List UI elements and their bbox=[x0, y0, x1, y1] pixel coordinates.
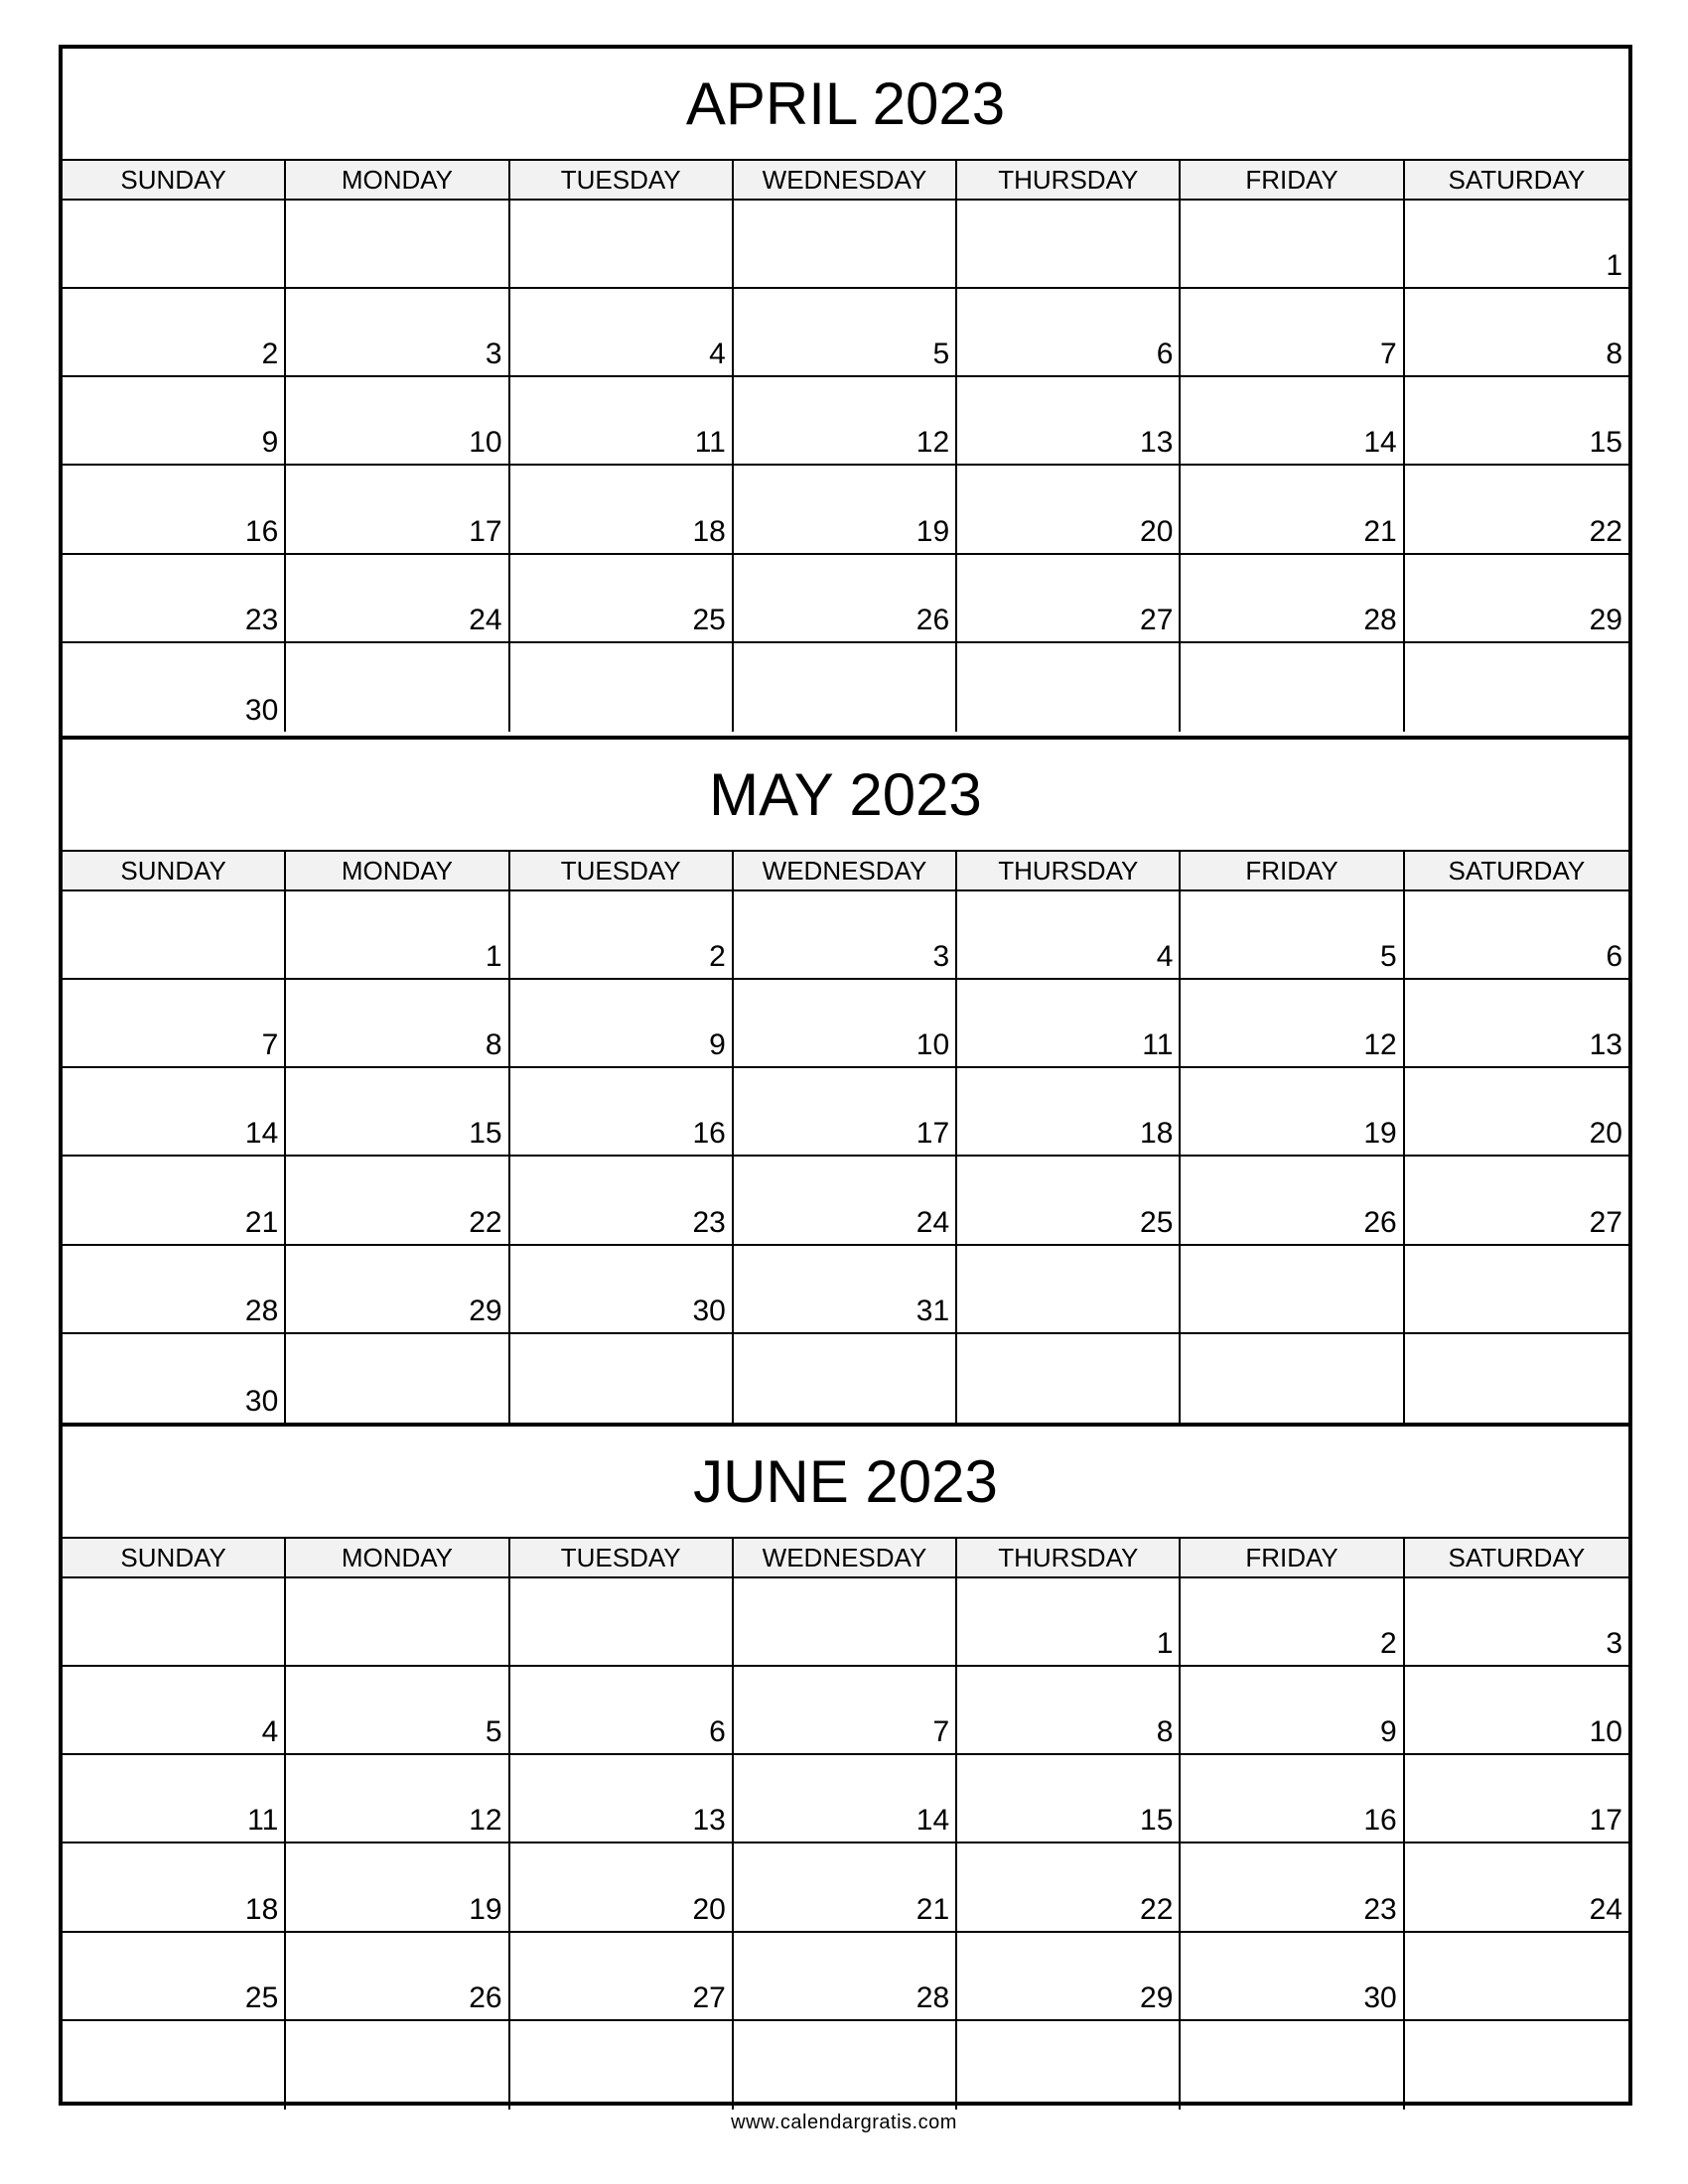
day-cell bbox=[63, 201, 286, 289]
day-number: 6 bbox=[1156, 338, 1174, 371]
day-cell bbox=[63, 980, 286, 1068]
day-cell bbox=[734, 1246, 957, 1334]
day-cell bbox=[957, 2021, 1181, 2110]
day-number: 9 bbox=[709, 1028, 726, 1062]
day-number: 30 bbox=[1363, 1980, 1397, 2014]
day-cell bbox=[1181, 1334, 1404, 1423]
day-cell bbox=[286, 1334, 509, 1423]
day-cell bbox=[510, 1755, 734, 1843]
day-cell bbox=[63, 1157, 286, 1245]
day-number: 24 bbox=[469, 603, 502, 636]
day-number: 22 bbox=[1140, 1892, 1174, 1926]
day-cell bbox=[510, 2021, 734, 2110]
weekday-label: MONDAY bbox=[286, 1539, 509, 1576]
weekday-label: TUESDAY bbox=[510, 852, 734, 889]
day-number: 17 bbox=[915, 1117, 950, 1151]
day-number: 16 bbox=[1363, 1804, 1397, 1838]
day-cell bbox=[734, 1157, 957, 1245]
day-cell bbox=[1405, 1157, 1628, 1245]
day-number: 3 bbox=[932, 940, 950, 974]
day-number: 10 bbox=[915, 1028, 950, 1062]
day-number: 22 bbox=[1589, 514, 1622, 548]
day-number: 30 bbox=[244, 1384, 279, 1418]
weekday-label: MONDAY bbox=[286, 852, 509, 889]
day-cell bbox=[957, 643, 1181, 732]
day-cell bbox=[1405, 201, 1628, 289]
day-number: 25 bbox=[692, 603, 726, 636]
month-april bbox=[63, 49, 1628, 736]
day-cell bbox=[286, 1246, 509, 1334]
day-cell bbox=[1405, 891, 1628, 980]
day-number: 24 bbox=[915, 1205, 950, 1239]
day-cell bbox=[1181, 980, 1404, 1068]
day-cell bbox=[957, 1334, 1181, 1423]
day-cell bbox=[1405, 1578, 1628, 1667]
day-number: 27 bbox=[1140, 603, 1174, 636]
day-cell bbox=[957, 555, 1181, 643]
day-number: 11 bbox=[1142, 1028, 1174, 1062]
day-cell bbox=[63, 1068, 286, 1157]
month-title: APRIL 2023 bbox=[63, 49, 1628, 161]
day-number: 6 bbox=[709, 1715, 726, 1749]
day-cell bbox=[286, 1843, 509, 1932]
day-cell bbox=[957, 466, 1181, 554]
day-number: 19 bbox=[915, 514, 950, 548]
day-cell bbox=[1181, 1755, 1404, 1843]
day-cell bbox=[63, 466, 286, 554]
day-cell bbox=[510, 377, 734, 466]
weekday-header bbox=[63, 1539, 1628, 1578]
calendar-frame bbox=[59, 45, 1632, 2106]
day-number: 14 bbox=[915, 1804, 950, 1838]
day-number: 4 bbox=[261, 1715, 279, 1749]
day-number: 4 bbox=[709, 338, 726, 371]
day-number: 3 bbox=[1606, 1627, 1622, 1661]
day-cell bbox=[286, 466, 509, 554]
day-cell bbox=[734, 891, 957, 980]
day-cell bbox=[1405, 1068, 1628, 1157]
day-cell bbox=[957, 1843, 1181, 1932]
day-cell bbox=[286, 1933, 509, 2021]
day-cell bbox=[734, 1933, 957, 2021]
day-number: 25 bbox=[244, 1980, 279, 2014]
weekday-label: WEDNESDAY bbox=[734, 1539, 957, 1576]
weekday-label: TUESDAY bbox=[510, 161, 734, 199]
day-cell bbox=[957, 1068, 1181, 1157]
day-number: 27 bbox=[692, 1980, 726, 2014]
day-number: 29 bbox=[1589, 603, 1622, 636]
day-cell bbox=[1405, 2021, 1628, 2110]
day-number: 21 bbox=[244, 1205, 279, 1239]
day-cell bbox=[63, 1578, 286, 1667]
day-cell bbox=[957, 1157, 1181, 1245]
day-number: 31 bbox=[915, 1294, 950, 1327]
day-cell bbox=[734, 555, 957, 643]
weekday-label: SATURDAY bbox=[1448, 164, 1586, 195]
day-number: 12 bbox=[469, 1804, 502, 1838]
day-cell bbox=[1405, 289, 1628, 377]
day-cell bbox=[957, 1933, 1181, 2021]
day-number: 20 bbox=[692, 1892, 726, 1926]
day-cell bbox=[63, 2021, 286, 2110]
day-number: 4 bbox=[1156, 940, 1174, 974]
day-cell bbox=[957, 1755, 1181, 1843]
day-number: 1 bbox=[1156, 1627, 1174, 1661]
day-cell bbox=[510, 1843, 734, 1932]
day-cell bbox=[734, 1578, 957, 1667]
day-grid bbox=[63, 201, 1628, 732]
weekday-label: MONDAY bbox=[286, 161, 509, 199]
weekday-label: THURSDAY bbox=[957, 852, 1181, 889]
day-cell bbox=[63, 377, 286, 466]
day-cell bbox=[510, 1667, 734, 1755]
day-number: 15 bbox=[469, 1117, 502, 1151]
day-number: 15 bbox=[1589, 426, 1622, 460]
day-number: 5 bbox=[1380, 940, 1397, 974]
day-number: 25 bbox=[1140, 1205, 1174, 1239]
day-number: 17 bbox=[1589, 1804, 1622, 1838]
day-cell bbox=[510, 1157, 734, 1245]
day-cell bbox=[63, 1334, 286, 1423]
day-number: 6 bbox=[1606, 940, 1622, 974]
day-number: 19 bbox=[1363, 1117, 1397, 1151]
day-cell bbox=[734, 1667, 957, 1755]
day-number: 14 bbox=[1363, 426, 1397, 460]
day-number: 21 bbox=[915, 1892, 950, 1926]
day-number: 5 bbox=[485, 1715, 502, 1749]
day-number: 26 bbox=[1363, 1205, 1397, 1239]
day-cell bbox=[1405, 643, 1628, 732]
day-cell bbox=[510, 555, 734, 643]
day-number: 27 bbox=[1589, 1205, 1622, 1239]
day-number: 2 bbox=[261, 338, 279, 371]
day-cell bbox=[1181, 891, 1404, 980]
day-number: 13 bbox=[1589, 1028, 1622, 1062]
day-cell bbox=[957, 289, 1181, 377]
day-cell bbox=[1405, 1667, 1628, 1755]
weekday-label: TUESDAY bbox=[510, 1539, 734, 1576]
day-cell bbox=[734, 466, 957, 554]
day-cell bbox=[1405, 1933, 1628, 2021]
day-number: 19 bbox=[469, 1892, 502, 1926]
day-number: 26 bbox=[915, 603, 950, 636]
day-cell bbox=[286, 980, 509, 1068]
day-number: 30 bbox=[244, 693, 279, 727]
day-cell bbox=[957, 980, 1181, 1068]
day-number: 7 bbox=[261, 1028, 279, 1062]
day-number: 18 bbox=[692, 514, 726, 548]
day-number: 7 bbox=[932, 1715, 950, 1749]
weekday-label: SATURDAY bbox=[1448, 1542, 1586, 1572]
day-cell bbox=[510, 980, 734, 1068]
day-cell bbox=[734, 289, 957, 377]
day-cell bbox=[286, 555, 509, 643]
month-may bbox=[63, 736, 1628, 1423]
day-cell bbox=[1181, 466, 1404, 554]
day-number: 8 bbox=[485, 1028, 502, 1062]
day-number: 23 bbox=[1363, 1892, 1397, 1926]
day-number: 20 bbox=[1589, 1117, 1622, 1151]
day-number: 13 bbox=[692, 1804, 726, 1838]
day-cell bbox=[1181, 2021, 1404, 2110]
day-cell bbox=[63, 1933, 286, 2021]
weekday-label: FRIDAY bbox=[1181, 852, 1404, 889]
day-cell bbox=[286, 1755, 509, 1843]
day-number: 20 bbox=[1140, 514, 1174, 548]
day-cell bbox=[957, 201, 1181, 289]
day-number: 15 bbox=[1140, 1804, 1174, 1838]
day-cell bbox=[1405, 1246, 1628, 1334]
weekday-label: THURSDAY bbox=[957, 161, 1181, 199]
day-cell bbox=[1181, 377, 1404, 466]
day-cell bbox=[286, 643, 509, 732]
day-cell bbox=[286, 891, 509, 980]
day-cell bbox=[1405, 1755, 1628, 1843]
day-cell bbox=[1181, 555, 1404, 643]
day-cell bbox=[957, 1578, 1181, 1667]
weekday-header bbox=[63, 852, 1628, 891]
weekday-header bbox=[63, 161, 1628, 201]
day-cell bbox=[1181, 1068, 1404, 1157]
footer-url: www.calendargratis.com bbox=[731, 2112, 957, 2133]
day-number: 18 bbox=[1140, 1117, 1174, 1151]
day-number: 1 bbox=[1606, 249, 1622, 283]
day-number: 2 bbox=[1380, 1627, 1397, 1661]
day-cell bbox=[63, 289, 286, 377]
day-number: 14 bbox=[244, 1117, 279, 1151]
day-cell bbox=[734, 1843, 957, 1932]
weekday-label: THURSDAY bbox=[957, 1539, 1181, 1576]
day-number: 9 bbox=[261, 426, 279, 460]
day-cell bbox=[510, 1068, 734, 1157]
day-number: 5 bbox=[932, 338, 950, 371]
day-cell bbox=[734, 2021, 957, 2110]
day-cell bbox=[63, 1755, 286, 1843]
day-cell bbox=[1405, 555, 1628, 643]
day-cell bbox=[510, 643, 734, 732]
day-cell bbox=[1181, 201, 1404, 289]
day-number: 18 bbox=[244, 1892, 279, 1926]
month-june bbox=[63, 1423, 1628, 2110]
day-cell bbox=[1405, 1334, 1628, 1423]
day-cell bbox=[63, 1843, 286, 1932]
day-number: 16 bbox=[244, 514, 279, 548]
day-number: 29 bbox=[1140, 1980, 1174, 2014]
day-cell bbox=[286, 201, 509, 289]
day-cell bbox=[734, 980, 957, 1068]
day-cell bbox=[510, 1334, 734, 1423]
weekday-label: FRIDAY bbox=[1181, 1539, 1404, 1576]
day-number: 24 bbox=[1589, 1892, 1622, 1926]
month-title: JUNE 2023 bbox=[63, 1427, 1628, 1539]
day-cell bbox=[286, 1578, 509, 1667]
weekday-label: SUNDAY bbox=[63, 852, 286, 889]
day-number: 23 bbox=[244, 603, 279, 636]
weekday-label: SATURDAY bbox=[1448, 855, 1586, 886]
day-cell bbox=[1405, 377, 1628, 466]
day-cell bbox=[286, 377, 509, 466]
day-cell bbox=[63, 1667, 286, 1755]
day-cell bbox=[63, 1246, 286, 1334]
day-cell bbox=[1181, 1246, 1404, 1334]
day-cell bbox=[957, 891, 1181, 980]
day-cell bbox=[1405, 1843, 1628, 1932]
weekday-label: SUNDAY bbox=[63, 1539, 286, 1576]
day-cell bbox=[286, 1068, 509, 1157]
day-cell bbox=[510, 466, 734, 554]
day-number: 10 bbox=[469, 426, 502, 460]
day-cell bbox=[734, 643, 957, 732]
day-cell bbox=[286, 1157, 509, 1245]
day-number: 1 bbox=[485, 940, 502, 974]
day-cell bbox=[734, 1068, 957, 1157]
day-number: 11 bbox=[247, 1804, 279, 1838]
weekday-label: WEDNESDAY bbox=[734, 852, 957, 889]
day-number: 16 bbox=[692, 1117, 726, 1151]
day-cell bbox=[1181, 289, 1404, 377]
day-cell bbox=[510, 289, 734, 377]
day-cell bbox=[957, 377, 1181, 466]
day-number: 2 bbox=[709, 940, 726, 974]
day-cell bbox=[1181, 1667, 1404, 1755]
day-number: 10 bbox=[1589, 1715, 1622, 1749]
day-number: 26 bbox=[469, 1980, 502, 2014]
day-cell bbox=[734, 201, 957, 289]
day-cell bbox=[63, 555, 286, 643]
day-number: 28 bbox=[915, 1980, 950, 2014]
day-cell bbox=[1181, 1933, 1404, 2021]
weekday-label: SUNDAY bbox=[63, 161, 286, 199]
day-cell bbox=[510, 1933, 734, 2021]
day-cell bbox=[286, 1667, 509, 1755]
day-cell bbox=[286, 2021, 509, 2110]
day-cell bbox=[1181, 1843, 1404, 1932]
day-cell bbox=[1405, 980, 1628, 1068]
day-number: 12 bbox=[915, 426, 950, 460]
day-cell bbox=[1181, 643, 1404, 732]
day-number: 23 bbox=[692, 1205, 726, 1239]
day-cell bbox=[510, 1246, 734, 1334]
day-number: 11 bbox=[694, 426, 726, 460]
day-cell bbox=[957, 1667, 1181, 1755]
day-cell bbox=[1181, 1157, 1404, 1245]
day-cell bbox=[63, 643, 286, 732]
day-number: 13 bbox=[1140, 426, 1174, 460]
day-number: 12 bbox=[1363, 1028, 1397, 1062]
day-cell bbox=[510, 891, 734, 980]
day-number: 29 bbox=[469, 1294, 502, 1327]
weekday-label: WEDNESDAY bbox=[734, 161, 957, 199]
day-number: 30 bbox=[692, 1294, 726, 1327]
day-grid bbox=[63, 1578, 1628, 2110]
day-number: 22 bbox=[469, 1205, 502, 1239]
day-cell bbox=[1181, 1578, 1404, 1667]
day-cell bbox=[510, 1578, 734, 1667]
month-title: MAY 2023 bbox=[63, 740, 1628, 852]
day-cell bbox=[510, 201, 734, 289]
day-cell bbox=[957, 1246, 1181, 1334]
day-number: 8 bbox=[1156, 1715, 1174, 1749]
day-number: 28 bbox=[244, 1294, 279, 1327]
day-grid bbox=[63, 891, 1628, 1423]
day-number: 8 bbox=[1606, 338, 1622, 371]
day-number: 3 bbox=[485, 338, 502, 371]
day-number: 21 bbox=[1363, 514, 1397, 548]
day-cell bbox=[63, 891, 286, 980]
day-cell bbox=[734, 1334, 957, 1423]
day-number: 7 bbox=[1380, 338, 1397, 371]
day-number: 28 bbox=[1363, 603, 1397, 636]
day-cell bbox=[734, 377, 957, 466]
day-cell bbox=[1405, 466, 1628, 554]
day-cell bbox=[286, 289, 509, 377]
day-number: 9 bbox=[1380, 1715, 1397, 1749]
day-number: 17 bbox=[469, 514, 502, 548]
weekday-label: FRIDAY bbox=[1181, 161, 1404, 199]
day-cell bbox=[734, 1755, 957, 1843]
